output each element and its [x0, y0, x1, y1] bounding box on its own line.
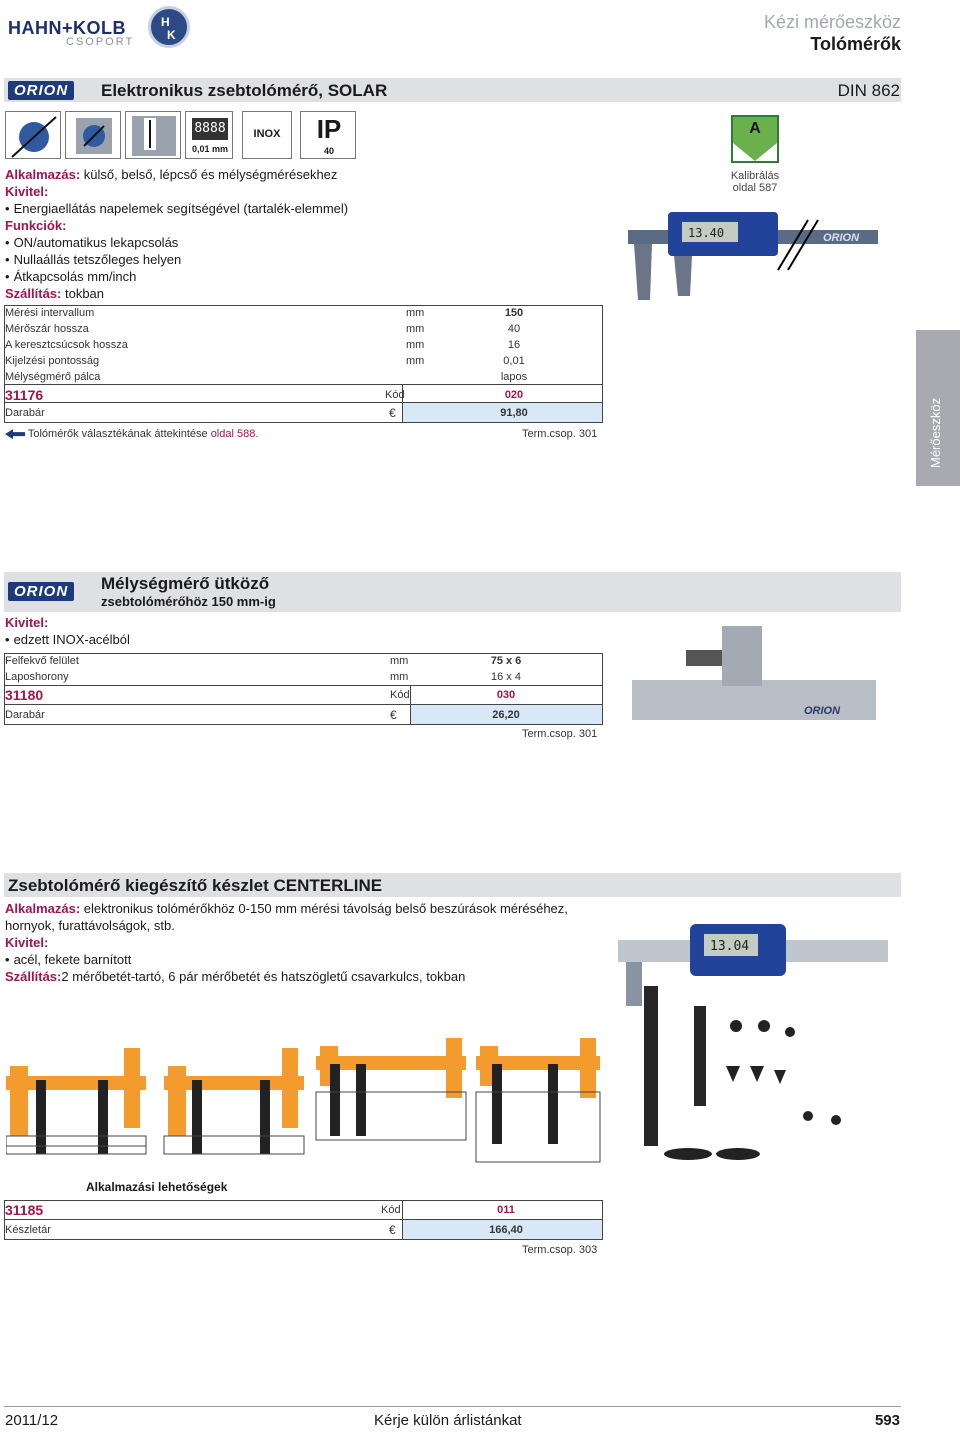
table-row: Felfekvő felület mm 75 x 6	[5, 655, 522, 667]
svg-text:ORION: ORION	[823, 232, 860, 244]
table-row: Mérési intervallum mm 150	[5, 307, 524, 319]
table-row: Mérőszár hossza mm 40	[5, 323, 521, 335]
accessory-set-image	[618, 906, 890, 1168]
order-code-row[interactable]: 31185 Kód 011	[5, 1202, 515, 1218]
order-code-row[interactable]: 31176 Kód 020	[5, 387, 524, 403]
list-item: • Átkapcsolás mm/inch	[5, 268, 605, 285]
hk-logo-icon: H K	[148, 6, 190, 48]
standard-label: DIN 862	[837, 81, 900, 100]
order-code-row[interactable]: 31180 Kód 030	[5, 687, 516, 703]
outer-measure-icon	[5, 111, 61, 159]
depth-stop-image	[632, 620, 878, 726]
term-group: Term.csop. 303	[522, 1244, 598, 1256]
term-group: Term.csop. 301	[522, 728, 598, 740]
table-row: Mélységmérő pálca lapos	[5, 371, 528, 383]
depth-measure-icon	[125, 111, 181, 159]
calibration-badge[interactable]: A	[731, 115, 779, 163]
svg-text:ORION: ORION	[804, 705, 841, 717]
overview-note[interactable]: Tolómérők választékának áttekintése oldal 588.	[5, 428, 258, 440]
spec-rows	[4, 305, 603, 425]
term-group: Term.csop. 301	[522, 428, 598, 440]
table-row: A keresztcsúcsok hossza mm 16	[5, 339, 521, 351]
svg-text:13.40: 13.40	[688, 226, 725, 240]
orion-logo: ORION	[8, 81, 74, 100]
spec-rows	[4, 653, 603, 725]
orion-logo: ORION	[8, 582, 74, 601]
svg-text:13.04: 13.04	[710, 939, 750, 954]
list-item: • edzett INOX-acélból	[5, 631, 130, 648]
list-item: • acél, fekete barnított	[5, 951, 605, 968]
product-title: Elektronikus zsebtolómérő, SOLAR	[101, 81, 388, 100]
product-title: Mélységmérő ütköző	[101, 574, 270, 593]
category-title: Kézi mérőeszköz	[763, 12, 901, 32]
spec-rows	[4, 1200, 603, 1240]
list-item: • Nullaállás tetszőleges helyen	[5, 251, 605, 268]
caliper-image	[628, 200, 880, 310]
price-row: Készletár € 166,40	[5, 1223, 523, 1237]
arrow-left-icon	[5, 429, 25, 439]
price-row: Darabár € 91,80	[5, 406, 528, 420]
brand-sub: CSOPORT	[66, 36, 135, 48]
page-number: 593	[874, 1412, 900, 1429]
product-description: Kivitel: • edzett INOX-acélból	[5, 614, 130, 648]
product-title: Zsebtolómérő kiegészítő készlet CENTERLINE	[8, 876, 383, 895]
table-row: Laposhorony mm 16 x 4	[5, 671, 521, 683]
footer-note: Kérje külön árlistánkat	[374, 1412, 522, 1429]
subcategory-title: Tolómérők	[810, 34, 901, 54]
price-row: Darabár € 26,20	[5, 708, 520, 722]
digital-display-icon: 8888 0,01 mm	[185, 111, 233, 159]
inner-measure-icon	[65, 111, 121, 159]
inox-icon: INOX	[242, 111, 292, 159]
calibration-text: Kalibrálás oldal 587	[730, 170, 780, 194]
product-description: Alkalmazás: külső, belső, lépcső és mélységmérésekhez Kivitel: • Energiaellátás napelemek segítségével (tartalék-elemmel) Funkciók: • ON/automatikus lekapcsolás • Nullaállás tetszőleges helyen • Átkapcsolás mm/inch Szállítás: tokban	[5, 166, 605, 302]
product-description: Alkalmazás: elektronikus tolómérőkhöz 0-150 mm mérési távolság belső beszúrások méréséhez, hornyok, furattávolságok, stb. Kivitel: • acél, fekete barnított Szállítás:2 mérőbetét-tartó, 6 pár mérőbetét és hatszögletű csavarkulcs, tokban	[5, 900, 605, 985]
product-subtitle: zsebtolómérőhöz 150 mm-ig	[101, 594, 276, 609]
list-item: • ON/automatikus lekapcsolás	[5, 234, 605, 251]
page-link[interactable]: oldal 588.	[210, 428, 259, 440]
footer-date: 2011/12	[5, 1412, 59, 1429]
application-diagrams	[6, 1028, 604, 1168]
footer-divider	[4, 1406, 901, 1407]
brand-logo: HAHN+KOLB	[8, 18, 127, 38]
side-tab[interactable]: Mérőeszköz	[916, 330, 960, 486]
ip-rating-icon: IP 40	[300, 111, 356, 159]
table-row: Kijelzési pontosság mm 0,01	[5, 355, 525, 367]
list-item: • Energiaellátás napelemek segítségével (tartalék-elemmel)	[5, 200, 605, 217]
diagram-caption: Alkalmazási lehetőségek	[86, 1180, 228, 1194]
